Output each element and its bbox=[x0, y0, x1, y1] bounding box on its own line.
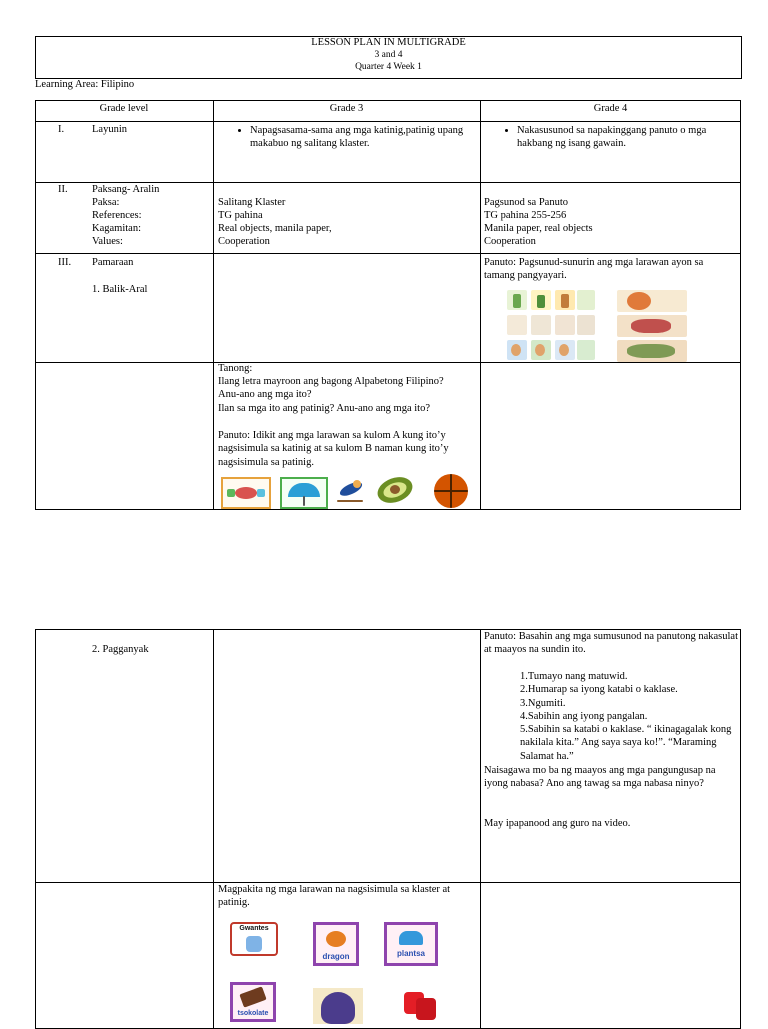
dragon-label: dragon bbox=[322, 952, 350, 961]
paksa-g4-0: Pagsunod sa Panuto bbox=[484, 197, 568, 208]
col-header-grade-level: Grade level bbox=[99, 103, 149, 114]
paksa-g4-3: Cooperation bbox=[484, 236, 536, 247]
pamaraan-grade4-instruction: Panuto: Pagsunud-sunurin ang mga larawan ayon sa tamang pangyayari. bbox=[484, 257, 704, 282]
layunin-label: Layunin bbox=[92, 124, 127, 135]
quarter-line: Quarter 4 Week 1 bbox=[355, 62, 422, 72]
sequence-stack-image bbox=[617, 290, 687, 362]
tanong-line-1: Ilang letra mayroon ang bagong Alpabetong Filipino? bbox=[218, 376, 444, 387]
tanong-line-2: Anu-ano ang mga ito? bbox=[218, 389, 312, 400]
pagganyak-step-1: 1.Tumayo nang matuwid. bbox=[520, 671, 628, 682]
bird-image bbox=[333, 476, 369, 510]
paksa-g3-2: Real objects, manila paper, bbox=[218, 223, 332, 234]
pagganyak-label: 2. Pagganyak bbox=[92, 644, 149, 655]
paksa-g3-0: Salitang Klaster bbox=[218, 197, 286, 208]
gwantes-label: Gwantes bbox=[239, 925, 269, 932]
umbrella-image bbox=[280, 477, 328, 509]
pagganyak-step-3: 3.Ngumiti. bbox=[520, 698, 566, 709]
layunin-grade3: • Napagsasama-sama ang mga katinig,patinig upang makabuo ng salitang klaster. bbox=[236, 124, 468, 151]
tanong-panuto: Panuto: Idikit ang mga larawan sa kulom A kung ito’y nagsisimula sa katinig at sa kulom B naman kung ito’y nagsisimula sa patinig. bbox=[218, 430, 449, 468]
pagganyak-question: Naisagawa mo ba ng maayos ang mga pangungusap na iyong nabasa? Ano ang tawag sa mga nabasa ninyo? bbox=[484, 765, 716, 790]
candy-image bbox=[221, 477, 271, 509]
paksa-g3-3: Cooperation bbox=[218, 236, 270, 247]
col-header-grade-3: Grade 3 bbox=[329, 103, 364, 114]
dragon-card bbox=[313, 922, 359, 966]
paksa-label-0: Paksang- Aralin bbox=[92, 184, 160, 195]
pillows-image bbox=[400, 988, 438, 1024]
learning-area: Learning Area: Filipino bbox=[35, 79, 135, 90]
paksa-num: II. bbox=[58, 184, 68, 195]
lesson-title: LESSON PLAN IN MULTIGRADE bbox=[311, 37, 466, 48]
tanong-line-3: Ilan sa mga ito ang patinig? Anu-ano ang mga ito? bbox=[218, 403, 430, 414]
tsokolate-label: tsokolate bbox=[237, 1010, 269, 1017]
paksa-label-2: References: bbox=[92, 210, 142, 221]
balik-aral-label: 1. Balik-Aral bbox=[92, 284, 148, 295]
pagganyak-step-4: 4.Sabihin ang iyong pangalan. bbox=[520, 711, 648, 722]
paksa-label-1: Paksa: bbox=[92, 197, 120, 208]
pagganyak-step-2: 2.Humarap sa iyong katabi o kaklase. bbox=[520, 684, 678, 695]
paksa-label-3: Kagamitan: bbox=[92, 223, 141, 234]
pagganyak-intro: Panuto: Basahin ang mga sumusunod na panutong nakasulat at maayos na sundin ito. bbox=[484, 631, 739, 656]
avocado-image bbox=[375, 474, 417, 506]
tsokolate-card bbox=[230, 982, 276, 1022]
paksa-g4-1: TG pahina 255-256 bbox=[484, 210, 567, 221]
paksa-g4-2: Manila paper, real objects bbox=[484, 223, 593, 234]
paksa-g3-1: TG pahina bbox=[218, 210, 263, 221]
layunin-grade4: • Nakasusunod sa napakinggang panuto o mga hakbang ng isang gawain. bbox=[503, 124, 735, 151]
bag-image bbox=[313, 988, 363, 1024]
grades-line: 3 and 4 bbox=[374, 50, 403, 60]
paksa-label-4: Values: bbox=[92, 236, 123, 247]
layunin-num: I. bbox=[58, 124, 65, 135]
plantsa-card bbox=[384, 922, 438, 966]
col-header-grade-4: Grade 4 bbox=[593, 103, 628, 114]
pagganyak-video: May ipapanood ang guro na video. bbox=[484, 818, 631, 829]
pamaraan-num: III. bbox=[58, 257, 72, 268]
gwantes-card bbox=[230, 922, 278, 956]
pamaraan-label: Pamaraan bbox=[92, 257, 134, 268]
magpakita-text: Magpakita ng mga larawan na nagsisimula sa klaster at patinig. bbox=[218, 884, 451, 909]
sequence-grid-image bbox=[505, 290, 595, 362]
basketball-image bbox=[434, 474, 468, 508]
plantsa-label: plantsa bbox=[396, 949, 425, 958]
pagganyak-step-5: 5.Sabihin sa katabi o kaklase. “ ikinagagalak kong nakilala kita.” Ang saya saya ko!”. “Maraming Salamat ha.” bbox=[520, 724, 732, 762]
tanong-line-0: Tanong: bbox=[218, 363, 253, 374]
